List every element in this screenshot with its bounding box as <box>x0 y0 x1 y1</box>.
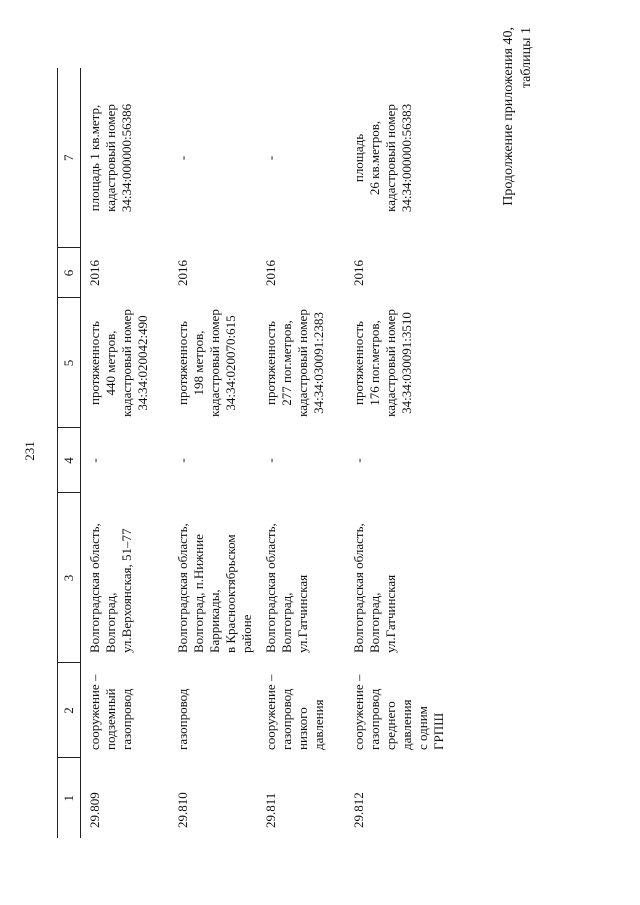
cell-object-type-line: подземный <box>103 688 118 750</box>
cell-characteristics-line: протяженность <box>175 321 190 405</box>
header-row <box>58 68 81 838</box>
cell-object-type-line: давления <box>311 699 326 750</box>
cell-year: 2016 <box>263 260 278 286</box>
cell-characteristics-line: 34:34:030091:3510 <box>399 312 414 414</box>
header-col-7: 7 <box>58 68 81 248</box>
cell-address-line: Волгоград, <box>103 592 118 653</box>
cell-address-line: ул.Верхоянская, 51–77 <box>119 528 134 653</box>
cell-notes-line: 34:34:000000:56386 <box>119 103 134 213</box>
cell-characteristics-line: кадастровый номер <box>207 309 222 417</box>
cell-object-type <box>81 663 170 758</box>
cell-characteristics-line: 198 метров, <box>191 330 206 396</box>
cell-col-4: - <box>175 458 190 463</box>
cell-object-type-line: газопровод низкого <box>279 688 310 750</box>
cell-address <box>169 493 257 663</box>
cell-object-type-line: с одним ГРПШ <box>415 706 446 750</box>
cell-address-line: Волгоградская область, <box>87 523 102 653</box>
cell-year: 2016 <box>351 260 366 286</box>
cell-number: 29.810 <box>175 792 190 828</box>
cell-object-type-line: газопровод <box>119 688 134 750</box>
cell-object-type <box>257 663 345 758</box>
continuation-line-2: таблицы 1 <box>519 27 534 89</box>
cell-characteristics-line: кадастровый номер <box>295 309 310 417</box>
table-area <box>57 68 477 838</box>
cell-notes <box>345 68 447 248</box>
cell-object-type-line: сооружение – <box>87 674 102 750</box>
cell-object-type <box>345 663 447 758</box>
cell-object-type-line: сооружение – <box>263 674 278 750</box>
cell-object-type-line: сооружение – <box>351 674 366 750</box>
cell-number: 29.812 <box>351 792 366 828</box>
table-row <box>81 68 170 838</box>
cell-notes-line: площадь <box>351 133 366 183</box>
cell-notes-line: кадастровый номер <box>383 104 398 212</box>
cell-object-type-line: газопровод среднего <box>367 688 398 750</box>
cell-address-line: ул.Гатчинская <box>295 574 310 653</box>
cell-notes-line: 34:34:000000:56383 <box>399 103 414 213</box>
cell-notes <box>257 68 345 248</box>
cell-col-4: - <box>351 458 366 463</box>
header-col-1: 1 <box>58 758 81 838</box>
cell-characteristics-line: 176 пог.метров, <box>367 320 382 406</box>
header-col-6: 6 <box>58 248 81 298</box>
cell-address-line: Волгоград, <box>367 592 382 653</box>
continuation-line-1: Продолжение приложения 40, <box>501 27 516 206</box>
continuation-note <box>500 27 540 297</box>
cell-notes-line: площадь 1 кв.метр, <box>87 104 102 212</box>
cell-number: 29.809 <box>87 792 102 828</box>
cell-characteristics-line: протяженность <box>87 321 102 405</box>
cell-address-line: Волгоградская область, <box>263 523 278 653</box>
cell-address-line: Баррикады, <box>207 589 222 653</box>
cell-address-line: Волгоград, <box>279 592 294 653</box>
cell-characteristics <box>169 298 257 428</box>
cell-number: 29.811 <box>263 792 278 828</box>
cell-object-type-line: давления <box>399 699 414 750</box>
cell-address <box>257 493 345 663</box>
property-table <box>57 68 447 838</box>
cell-year: 2016 <box>87 260 102 286</box>
cell-object-type-line: газопровод <box>175 688 190 750</box>
cell-notes <box>169 68 257 248</box>
cell-notes-line: 26 кв.метров, <box>367 120 382 196</box>
cell-characteristics <box>81 298 170 428</box>
header-col-2: 2 <box>58 663 81 758</box>
cell-notes-line: - <box>175 155 190 161</box>
cell-notes-line: - <box>263 155 278 161</box>
cell-characteristics-line: протяженность <box>351 321 366 405</box>
cell-characteristics-line: кадастровый номер <box>383 309 398 417</box>
cell-address-line: районе <box>239 614 254 653</box>
cell-characteristics-line: 277 пог.метров, <box>279 320 294 406</box>
table-row <box>169 68 257 838</box>
cell-address-line: в Краснооктябрьском <box>223 534 238 653</box>
table-row <box>345 68 447 838</box>
header-col-4: 4 <box>58 428 81 493</box>
cell-address-line: Волгоградская область, <box>175 523 190 653</box>
cell-characteristics-line: 440 метров, <box>103 330 118 396</box>
cell-year: 2016 <box>175 260 190 286</box>
cell-characteristics <box>257 298 345 428</box>
cell-notes <box>81 68 170 248</box>
cell-address-line: Волгоград, п.Нижние <box>191 534 206 653</box>
cell-characteristics <box>345 298 447 428</box>
cell-object-type <box>169 663 257 758</box>
cell-characteristics-line: 34:34:020042:490 <box>135 315 150 411</box>
cell-address-line: Волгоградская область, <box>351 523 366 653</box>
cell-characteristics-line: 34:34:030091:2383 <box>311 312 326 414</box>
cell-characteristics-line: кадастровый номер <box>119 309 134 417</box>
cell-address <box>81 493 170 663</box>
cell-characteristics-line: 34:34:020070:615 <box>223 315 238 411</box>
cell-col-4: - <box>87 458 102 463</box>
cell-address <box>345 493 447 663</box>
header-col-3: 3 <box>58 493 81 663</box>
table-row <box>257 68 345 838</box>
header-col-5: 5 <box>58 298 81 428</box>
cell-address-line: ул.Гатчинская <box>383 574 398 653</box>
cell-notes-line: кадастровый номер <box>103 104 118 212</box>
cell-col-4: - <box>263 458 278 463</box>
page-number: 231 <box>22 441 37 461</box>
cell-characteristics-line: протяженность <box>263 321 278 405</box>
